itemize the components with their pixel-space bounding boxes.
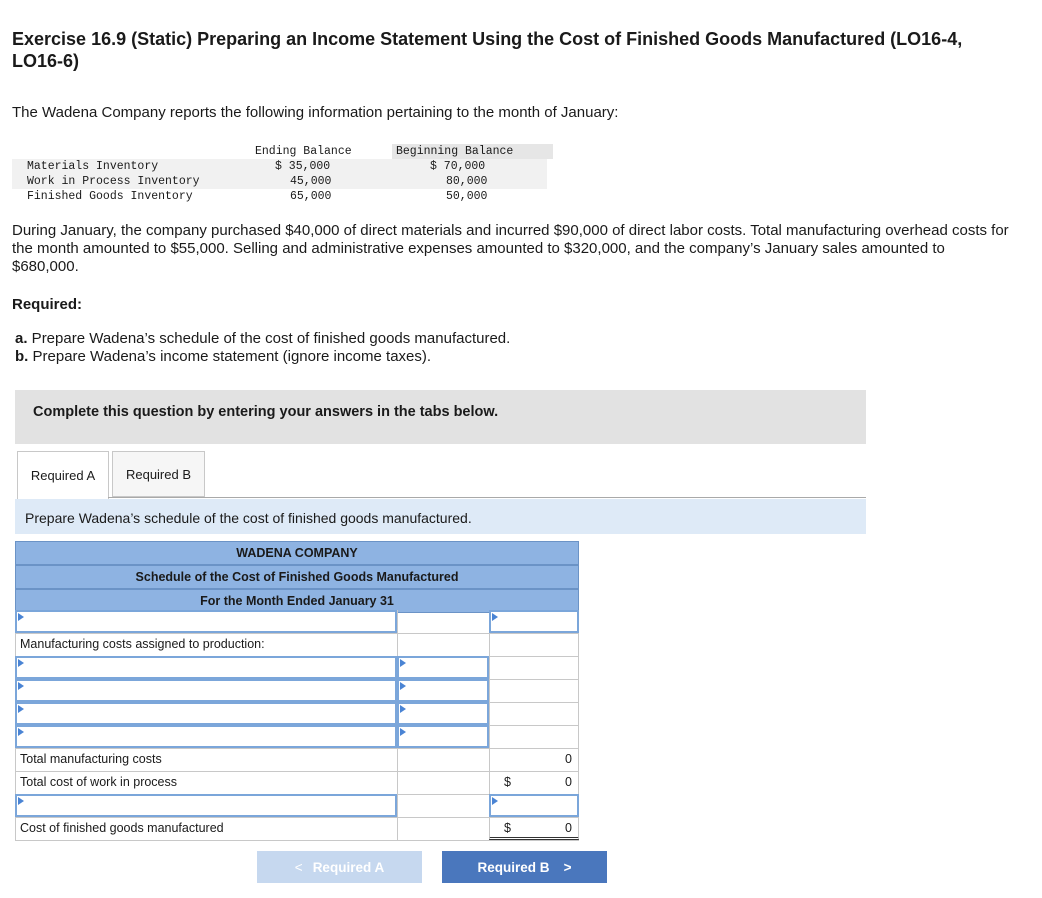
tab-required-b[interactable] xyxy=(112,451,205,497)
schedule-row xyxy=(15,610,579,634)
mfg-cost-label-input[interactable] xyxy=(15,702,397,725)
cogm-schedule xyxy=(15,541,579,835)
tab-label: Required B xyxy=(125,466,192,482)
banner-text: Complete this question by entering your answers in the tabs below. xyxy=(33,404,499,420)
total-mfg-costs-label: Total manufacturing costs xyxy=(15,748,397,771)
dropdown-flag-icon xyxy=(400,682,406,690)
beginning-value: 80,000 xyxy=(446,175,488,188)
inventory-row xyxy=(12,174,547,189)
intro-text: The Wadena Company reports the following information pertaining to the month of January: xyxy=(12,104,619,121)
schedule-row xyxy=(15,633,579,657)
mfg-cost-label-input[interactable] xyxy=(15,725,397,748)
schedule-row xyxy=(15,794,579,818)
total-wip-cell xyxy=(489,771,579,794)
dollar-sign: $ xyxy=(504,775,511,789)
mfg-cost-amount-input[interactable] xyxy=(397,702,489,725)
schedule-row xyxy=(15,656,579,680)
mfg-cost-amount-input[interactable] xyxy=(397,656,489,679)
instruction-text: Prepare Wadena’s schedule of the cost of finished goods manufactured. xyxy=(25,510,472,526)
dropdown-flag-icon xyxy=(492,797,498,805)
empty-cell xyxy=(489,633,579,656)
cogm-label: Cost of finished goods manufactured xyxy=(15,817,397,840)
inventory-header-row xyxy=(12,144,547,159)
dropdown-flag-icon xyxy=(400,728,406,736)
mfg-cost-amount-input[interactable] xyxy=(397,725,489,748)
prev-button[interactable] xyxy=(257,851,422,883)
required-heading: Required: xyxy=(12,296,83,313)
inventory-row xyxy=(12,189,547,204)
schedule-title: Schedule of the Cost of Finished Goods Manufactured xyxy=(15,565,579,588)
dropdown-flag-icon xyxy=(400,705,406,713)
empty-cell xyxy=(489,725,579,748)
ending-value: $ 35,000 xyxy=(275,160,331,173)
empty-cell xyxy=(489,702,579,725)
ending-wip-amount-input[interactable] xyxy=(489,794,579,817)
total-wip-value: 0 xyxy=(565,775,572,789)
beginning-wip-amount-input[interactable] xyxy=(489,610,579,633)
ending-value: 65,000 xyxy=(290,190,332,203)
requirement-text: Prepare Wadena’s schedule of the cost of finished goods manufactured. xyxy=(27,330,511,347)
empty-cell xyxy=(397,610,489,633)
inventory-row xyxy=(12,159,547,174)
empty-cell xyxy=(489,679,579,702)
dropdown-flag-icon xyxy=(492,613,498,621)
ending-value: 45,000 xyxy=(290,175,332,188)
empty-cell xyxy=(397,771,489,794)
problem-paragraph: During January, the company purchased $40,000 of direct materials and incurred $90,000 of direct labor costs. Total manufacturing overhead costs for the month amounted to $55,000. Selling and administrative expenses amounted to $320,000, and the company’s January sales amounted to $680,000. xyxy=(12,222,1009,275)
next-button[interactable] xyxy=(442,851,607,883)
dollar-sign: $ xyxy=(504,821,511,835)
beginning-wip-label-input[interactable] xyxy=(15,610,397,633)
requirement-a xyxy=(15,330,510,348)
ending-balance-header: Ending Balance xyxy=(255,145,352,158)
empty-cell xyxy=(489,656,579,679)
schedule-row xyxy=(15,679,579,703)
mfg-cost-label-input[interactable] xyxy=(15,679,397,702)
empty-cell xyxy=(397,817,489,840)
tab-divider xyxy=(108,497,866,498)
tab-instruction xyxy=(15,499,866,534)
schedule-row xyxy=(15,725,579,749)
cogm-cell xyxy=(489,817,579,840)
schedule-period: For the Month Ended January 31 xyxy=(15,589,579,612)
chevron-left-icon: < xyxy=(294,859,303,875)
empty-cell xyxy=(397,633,489,656)
dropdown-flag-icon xyxy=(18,797,24,805)
total-wip-label: Total cost of work in process xyxy=(15,771,397,794)
tab-required-a[interactable] xyxy=(17,451,109,499)
requirement-text: Prepare Wadena’s income statement (ignore income taxes). xyxy=(28,348,432,365)
schedule-row xyxy=(15,817,579,841)
requirement-letter: a. xyxy=(15,330,28,347)
chevron-right-icon: > xyxy=(563,859,572,875)
mfg-cost-amount-input[interactable] xyxy=(397,679,489,702)
total-mfg-costs-value: 0 xyxy=(489,748,579,771)
schedule-row xyxy=(15,702,579,726)
dropdown-flag-icon xyxy=(18,682,24,690)
dropdown-flag-icon xyxy=(400,659,406,667)
inventory-label: Work in Process Inventory xyxy=(27,175,200,188)
inventory-table xyxy=(12,144,547,204)
prev-button-label: Required A xyxy=(312,859,385,875)
exercise-title: Exercise 16.9 (Static) Preparing an Income Statement Using the Cost of Finished Goods Manufactured (LO16-4, LO16-6) xyxy=(12,29,963,71)
empty-cell xyxy=(397,748,489,771)
dropdown-flag-icon xyxy=(18,613,24,621)
mfg-costs-label: Manufacturing costs assigned to production: xyxy=(15,633,397,656)
next-button-label: Required B xyxy=(477,859,550,875)
inventory-label: Finished Goods Inventory xyxy=(27,190,193,203)
empty-cell xyxy=(397,794,489,817)
dropdown-flag-icon xyxy=(18,728,24,736)
requirement-b xyxy=(15,348,431,366)
beginning-balance-header: Beginning Balance xyxy=(392,144,553,159)
instruction-banner xyxy=(15,390,866,444)
schedule-row xyxy=(15,748,579,772)
cogm-value: 0 xyxy=(565,821,572,835)
beginning-value: 50,000 xyxy=(446,190,488,203)
requirement-letter: b. xyxy=(15,348,29,365)
schedule-row xyxy=(15,771,579,795)
dropdown-flag-icon xyxy=(18,659,24,667)
schedule-company: WADENA COMPANY xyxy=(15,541,579,564)
beginning-value: $ 70,000 xyxy=(430,160,486,173)
inventory-label: Materials Inventory xyxy=(27,160,159,173)
ending-wip-label-input[interactable] xyxy=(15,794,397,817)
mfg-cost-label-input[interactable] xyxy=(15,656,397,679)
tab-label: Required A xyxy=(30,468,96,483)
dropdown-flag-icon xyxy=(18,705,24,713)
